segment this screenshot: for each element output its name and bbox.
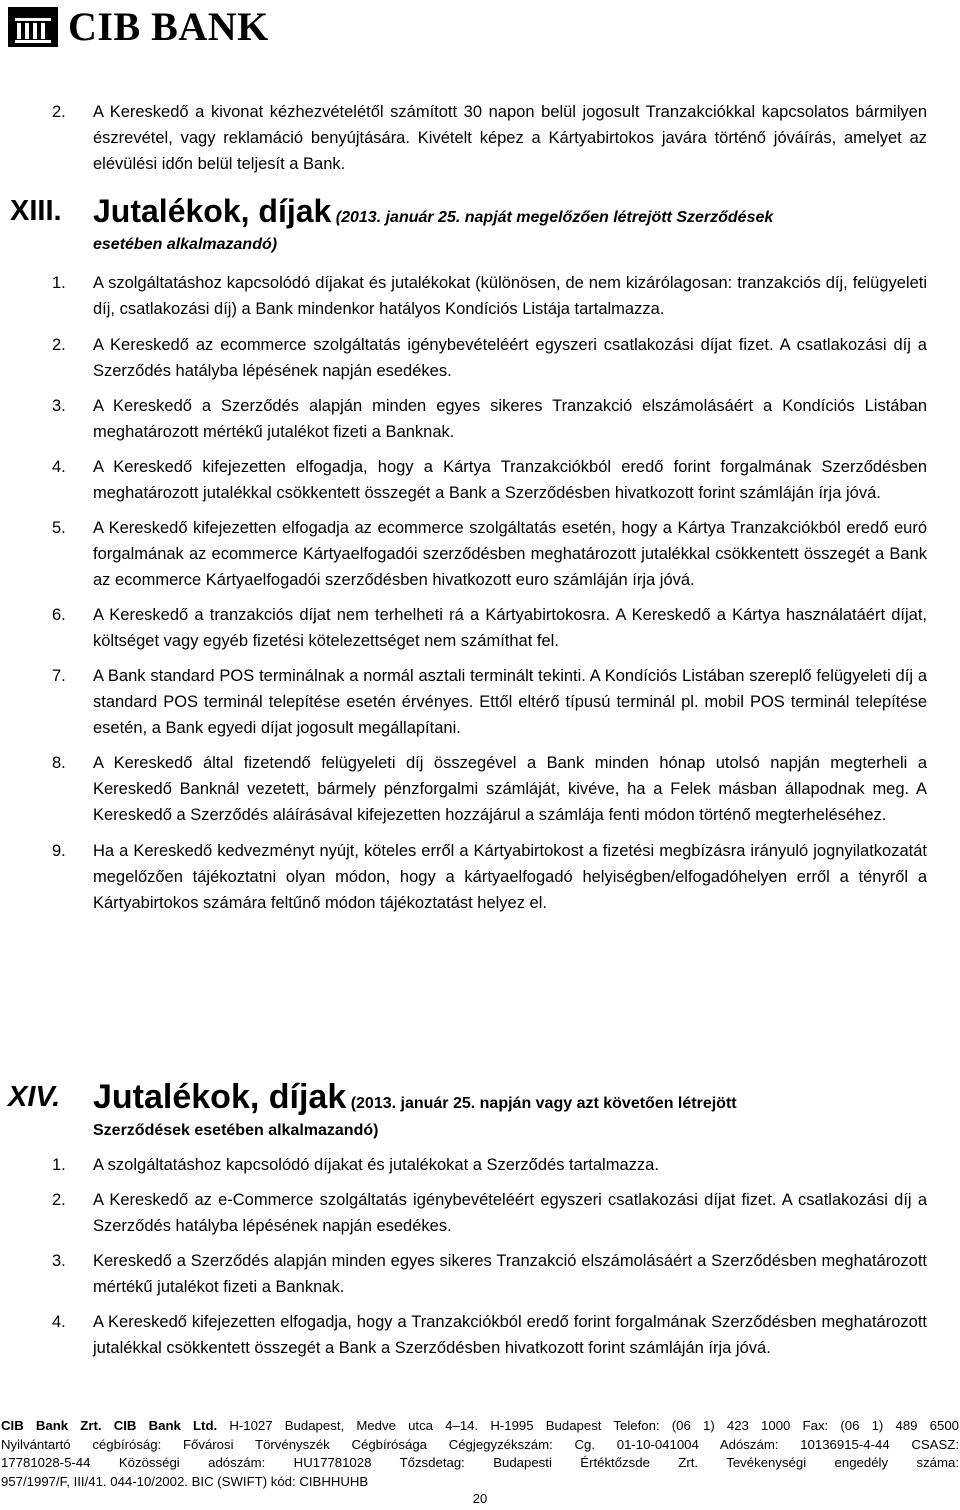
- footer-address: H-1027 Budapest, Medve utca 4–14. H-1995 Budapest Telefon: (06 1) 423 1000 Fax: (06 1) 489 6500: [217, 1418, 959, 1433]
- list-item: [0, 1248, 960, 1300]
- footer-company-name: CIB Bank Zrt. CIB Bank Ltd.: [1, 1418, 218, 1433]
- section-13-heading: [0, 194, 960, 259]
- item-number: 3.: [52, 1252, 66, 1270]
- section-13-number: XIII.: [10, 195, 62, 227]
- bank-logo: [8, 6, 269, 48]
- footer-line-3: 17781028-5-44 Közösségi adószám: HU17781028 Tőzsdetag: Budapesti Értéktőzsde Zrt. Tevékenységi engedély száma:: [1, 1455, 959, 1470]
- section-14-list: [0, 1152, 960, 1361]
- list-item: [0, 270, 960, 322]
- section-13-subtitle-cont: esetében alkalmazandó): [93, 236, 278, 253]
- footer-line-2: Nyilvántartó cégbíróság: Fővárosi Törvényszék Cégbírósága Cégjegyzékszám: Cg. 01-10-041004 Adószám: 10136915-4-44 CSASZ:: [1, 1436, 959, 1452]
- item-text: A Kereskedő által fizetendő felügyeleti díj összegével a Bank minden hónap utolsó napján megterheli a Kereskedő Banknál vezetett, bármely pénzforgalmi számláját, kivéve, ha a Felek másban állapodnak meg. A Kereskedő a Szerződés aláírásával kifejezetten hozzájárul a számlája fenti módon történő megterheléséhez.: [93, 754, 927, 824]
- item-number: 6.: [52, 606, 66, 624]
- page-number: 20: [472, 1491, 488, 1506]
- continued-list: [0, 99, 960, 177]
- item-text: A Kereskedő a kivonat kézhezvételétől számított 30 napon belül jogosult Tranzakciókkal kapcsolatos bármilyen észrevétel, vagy reklamáció benyújtására. Kivételt képez a Kártyabirtokos javára történő jóváírás, amelyet az elévülési időn belül teljesít a Bank.: [93, 103, 927, 173]
- section-14-subtitle: (2013. január 25. napján vagy azt követően létrejött: [350, 1095, 737, 1112]
- item-number: 8.: [52, 754, 66, 772]
- list-item: [0, 750, 960, 828]
- section-14-heading: [0, 1080, 960, 1145]
- item-number: 9.: [52, 842, 66, 860]
- item-text: A Kereskedő kifejezetten elfogadja az ecommerce szolgáltatás esetén, hogy a Kártya Tranzakciókból eredő euró forgalmának az ecommerce Kártyaelfogadói szerződésben meghatározott jutalékkal csökkentett összegét a Bank az ecommerce Kártyaelfogadói szerződésben hivatkozott euro számláján írja jóvá.: [93, 519, 927, 589]
- section-14-subtitle-cont: Szerződések esetében alkalmazandó): [93, 1122, 379, 1139]
- list-item: [0, 602, 960, 654]
- list-item: [0, 393, 960, 445]
- item-text: A szolgáltatáshoz kapcsolódó díjakat és jutalékokat (különösen, de nem kizárólagosan: tranzakciós díj, felügyeleti díj, csatlakozási díj) a Bank mindenkor hatályos Kondíciós Listája tartalmazza.: [93, 274, 927, 318]
- section-13-list: [0, 270, 960, 916]
- item-number: 1.: [52, 1156, 66, 1174]
- item-text: A Kereskedő az e-Commerce szolgáltatás igénybevételéért egyszeri csatlakozási díjat fizet. A csatlakozási díj a Szerződés hatályba lépésének napján esedékes.: [93, 1191, 927, 1235]
- list-item: [0, 1152, 960, 1178]
- item-text: A Kereskedő a Szerződés alapján minden egyes sikeres Tranzakció elszámolásáért a Kondíciós Listában meghatározott mértékű jutalékot fizeti a Banknak.: [93, 397, 927, 441]
- list-item: [0, 99, 960, 177]
- item-number: 2.: [52, 103, 66, 121]
- item-text: A Kereskedő az ecommerce szolgáltatás igénybevételéért egyszeri csatlakozási díjat fizet. A csatlakozási díj a Szerződés hatályba lépésének napján esedékes.: [93, 336, 927, 380]
- page-footer: [0, 1417, 960, 1491]
- cib-columns-logo-icon: [8, 7, 58, 47]
- list-item: [0, 332, 960, 384]
- bank-name: CIB BANK: [68, 4, 269, 49]
- item-text: Ha a Kereskedő kedvezményt nyújt, köteles erről a Kártyabirtokost a fizetési megbízásra irányuló jognyilatkozatát megelőzően tájékoztatni olyan módon, hogy a kártyaelfogadó helyiségben/elfogadóhelyen erről a tényről a Kártyabirtokos számára feltűnő módon tájékoztatást helyez el.: [93, 842, 927, 912]
- item-number: 3.: [52, 397, 66, 415]
- list-item: [0, 838, 960, 916]
- list-item: [0, 515, 960, 593]
- item-text: Kereskedő a Szerződés alapján minden egyes sikeres Tranzakció elszámolásáért a Szerződésben meghatározott mértékű jutalékot fizeti a Banknak.: [93, 1252, 927, 1296]
- item-number: 7.: [52, 667, 66, 685]
- section-13-title: Jutalékok, díjak: [93, 193, 332, 229]
- footer-line-1: [1, 1417, 959, 1436]
- item-number: 1.: [52, 274, 66, 292]
- item-text: A Kereskedő kifejezetten elfogadja, hogy a Tranzakciókból eredő forint forgalmának Szerződésben meghatározott jutalékkal csökkentett összegét a Bank a Szerződésben hivatkozott forint számláján írja jóvá.: [93, 1313, 927, 1357]
- item-number: 5.: [52, 519, 66, 537]
- item-number: 4.: [52, 458, 66, 476]
- list-item: [0, 1309, 960, 1361]
- footer-line-4: 957/1997/F, III/41. 044-10/2002. BIC (SWIFT) kód: CIBHHUHB: [1, 1473, 369, 1489]
- item-text: A Kereskedő a tranzakciós díjat nem terhelheti rá a Kártyabirtokosra. A Kereskedő a Kártya használatáért díjat, költséget vagy egyéb fizetési kötelezettséget nem számíthat fel.: [93, 606, 927, 650]
- list-item: [0, 663, 960, 741]
- item-number: 2.: [52, 1191, 66, 1209]
- item-number: 4.: [52, 1313, 66, 1331]
- item-text: A Bank standard POS terminálnak a normál asztali terminált tekinti. A Kondíciós Listában szereplő felügyeleti díj a standard POS terminál telepítése esetén érvényes. Ettől eltérő típusú terminál pl. mobil POS terminál telepítése esetén, a Bank egyedi díjat jogosult megállapítani.: [93, 667, 927, 737]
- section-13-subtitle: (2013. január 25. napját megelőzően létrejött Szerződések: [335, 209, 774, 226]
- item-text: A Kereskedő kifejezetten elfogadja, hogy a Kártya Tranzakciókból eredő forint forgalmának Szerződésben meghatározott jutalékkal csökkentett összegét a Bank a Szerződésben hivatkozott forint számláján írja jóvá.: [93, 458, 927, 502]
- item-number: 2.: [52, 336, 66, 354]
- section-14-number: XIV.: [8, 1081, 61, 1113]
- item-text: A szolgáltatáshoz kapcsolódó díjakat és jutalékokat a Szerződés tartalmazza.: [93, 1156, 659, 1174]
- list-item: [0, 454, 960, 506]
- list-item: [0, 1187, 960, 1239]
- section-14-title: Jutalékok, díjak: [93, 1078, 347, 1116]
